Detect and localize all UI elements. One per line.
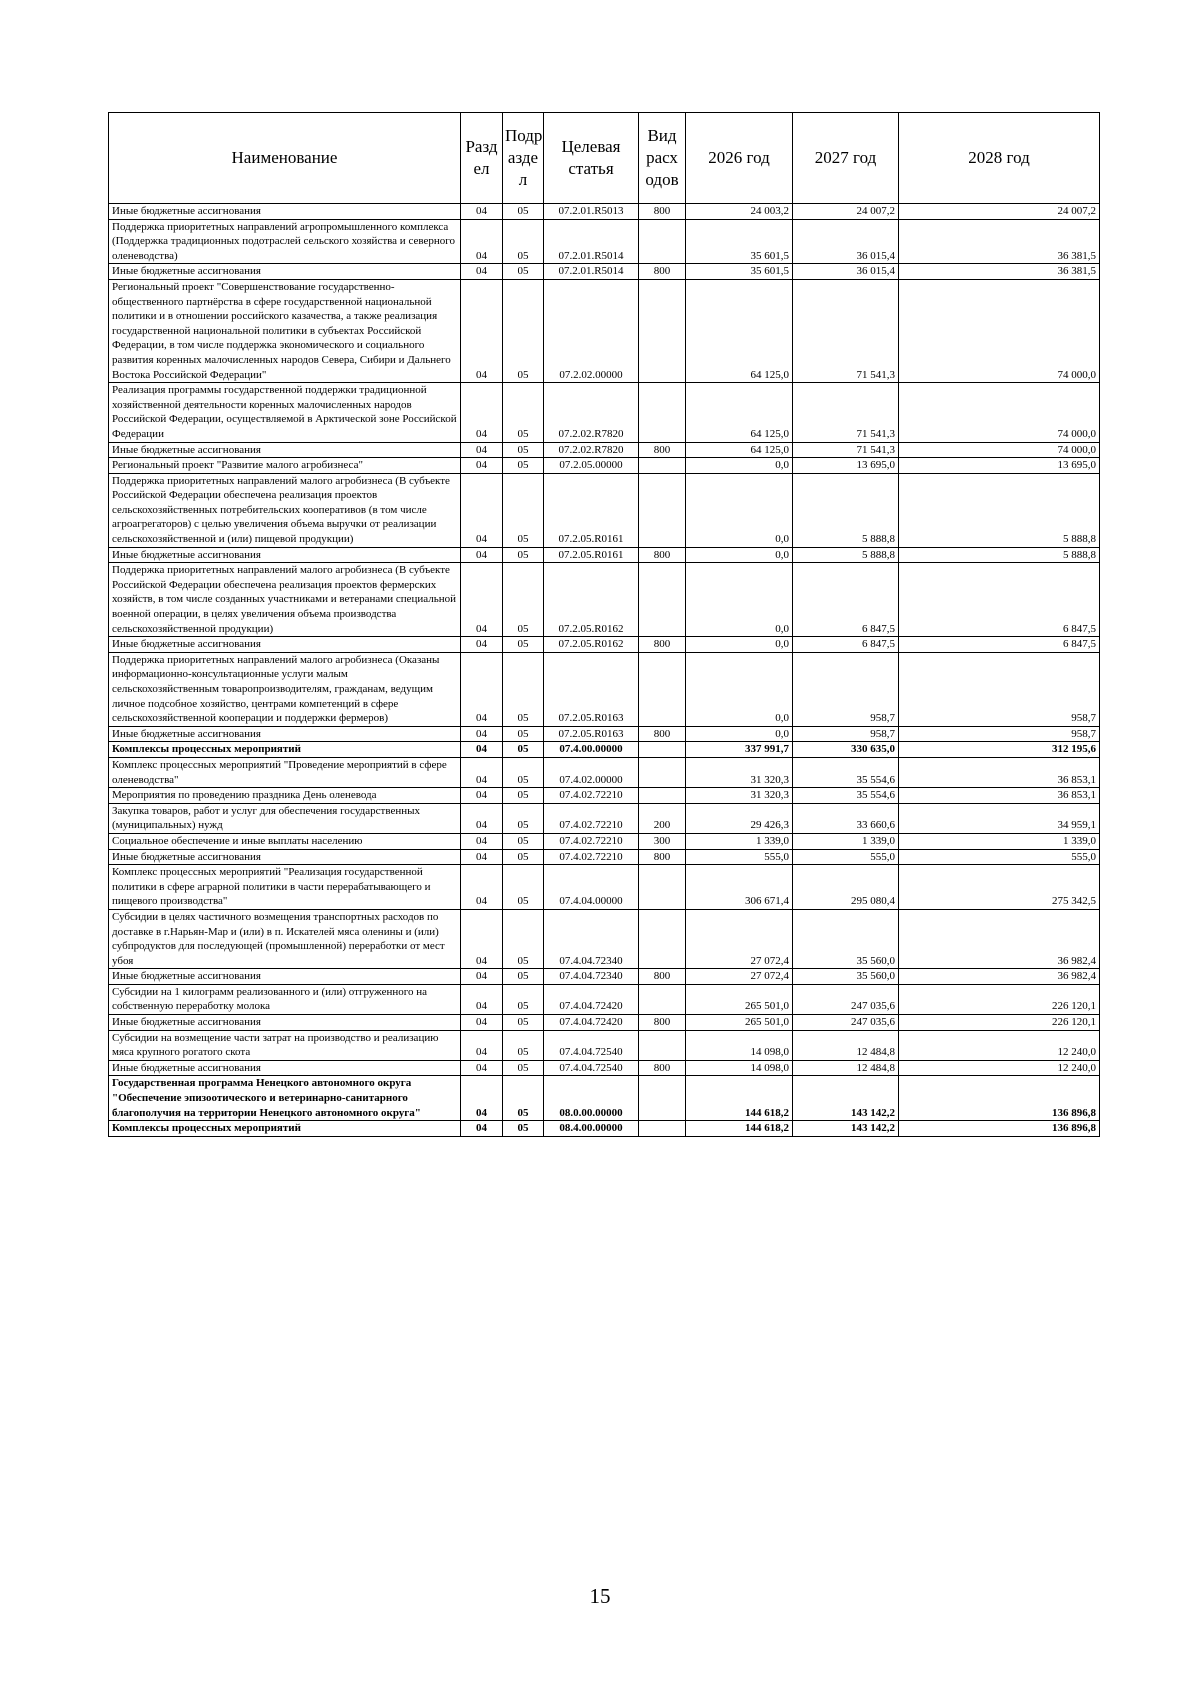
cell-vid [639,742,686,758]
cell-vid [639,909,686,968]
cell-razdel: 04 [461,442,503,458]
cell-name: Комплекс процессных мероприятий "Реализация государственной политики в сфере аграрной политики в части перерабатывающего и пищевого производства" [109,865,461,910]
cell-statya: 07.2.02.R7820 [544,383,639,442]
cell-2028: 6 847,5 [899,563,1100,637]
cell-podrazdel: 05 [503,1015,544,1031]
cell-vid: 800 [639,637,686,653]
cell-vid: 800 [639,849,686,865]
cell-2027: 143 142,2 [793,1076,899,1121]
cell-razdel: 04 [461,742,503,758]
cell-2027: 71 541,3 [793,383,899,442]
cell-2026: 0,0 [686,637,793,653]
cell-vid: 800 [639,204,686,220]
cell-statya: 07.2.05.R0161 [544,473,639,547]
table-header-row [109,113,1100,204]
cell-vid: 800 [639,1060,686,1076]
cell-statya: 07.4.04.72340 [544,969,639,985]
cell-name: Иные бюджетные ассигнования [109,726,461,742]
table-row [109,442,1100,458]
cell-podrazdel: 05 [503,849,544,865]
cell-vid [639,563,686,637]
cell-statya: 07.2.05.R0161 [544,547,639,563]
cell-2026: 0,0 [686,473,793,547]
cell-2027: 247 035,6 [793,1015,899,1031]
cell-vid: 300 [639,833,686,849]
cell-2027: 71 541,3 [793,279,899,382]
cell-razdel: 04 [461,637,503,653]
cell-2026: 0,0 [686,563,793,637]
cell-statya: 07.2.05.R0162 [544,637,639,653]
cell-2027: 33 660,6 [793,803,899,833]
cell-vid [639,865,686,910]
cell-vid [639,984,686,1014]
cell-podrazdel: 05 [503,833,544,849]
cell-statya: 07.4.04.72340 [544,909,639,968]
cell-2028: 36 982,4 [899,969,1100,985]
cell-2027: 247 035,6 [793,984,899,1014]
cell-statya: 07.4.04.72420 [544,984,639,1014]
cell-podrazdel: 05 [503,984,544,1014]
cell-statya: 07.4.04.00000 [544,865,639,910]
table-row [109,1076,1100,1121]
cell-name: Поддержка приоритетных направлений малого агробизнеса (В субъекте Российской Федерации обеспечена реализация проектов сельскохозяйственных потребительских кооперативов (в том числе агроагрегаторов) с целью увеличения объема выручки от реализации сельскохозяйственной и (или) пищевой продукции) [109,473,461,547]
header-statya: Целевая статья [544,113,639,204]
cell-razdel: 04 [461,458,503,474]
cell-2028: 13 695,0 [899,458,1100,474]
cell-podrazdel: 05 [503,757,544,787]
cell-2026: 144 618,2 [686,1076,793,1121]
cell-podrazdel: 05 [503,652,544,726]
cell-2026: 0,0 [686,726,793,742]
cell-name: Иные бюджетные ассигнования [109,204,461,220]
cell-vid [639,458,686,474]
header-name: Наименование [109,113,461,204]
table-row [109,849,1100,865]
cell-2026: 14 098,0 [686,1060,793,1076]
cell-2028: 34 959,1 [899,803,1100,833]
table-row [109,803,1100,833]
cell-2027: 555,0 [793,849,899,865]
cell-podrazdel: 05 [503,383,544,442]
cell-vid [639,219,686,264]
cell-2027: 5 888,8 [793,547,899,563]
cell-statya: 08.4.00.00000 [544,1121,639,1137]
cell-2028: 36 381,5 [899,264,1100,280]
cell-podrazdel: 05 [503,1030,544,1060]
cell-2027: 5 888,8 [793,473,899,547]
cell-2027: 12 484,8 [793,1030,899,1060]
header-podrazdel: Подр азде л [503,113,544,204]
cell-statya: 07.4.04.72420 [544,1015,639,1031]
cell-name: Субсидии на возмещение части затрат на производство и реализацию мяса крупного рогатого скота [109,1030,461,1060]
cell-2028: 1 339,0 [899,833,1100,849]
cell-statya: 07.4.02.72210 [544,833,639,849]
cell-2026: 64 125,0 [686,442,793,458]
table-row [109,652,1100,726]
table-row [109,547,1100,563]
cell-statya: 07.2.01.R5014 [544,219,639,264]
table-row [109,1015,1100,1031]
cell-statya: 07.2.05.R0163 [544,726,639,742]
cell-razdel: 04 [461,865,503,910]
cell-statya: 07.2.05.00000 [544,458,639,474]
cell-name: Иные бюджетные ассигнования [109,442,461,458]
cell-razdel: 04 [461,473,503,547]
cell-2028: 136 896,8 [899,1076,1100,1121]
cell-2026: 265 501,0 [686,984,793,1014]
table-row [109,204,1100,220]
cell-razdel: 04 [461,788,503,804]
cell-name: Региональный проект "Совершенствование государственно-общественного партнёрства в сфере государственной национальной политики и в отношении российского казачества, а также реализация государственной национальной политики в субъектах Российской Федерации, в том числе поддержка экономического и социального развития коренных малочисленных народов Севера, Сибири и Дальнего Востока Российской Федерации" [109,279,461,382]
cell-2026: 1 339,0 [686,833,793,849]
cell-2027: 6 847,5 [793,637,899,653]
cell-2028: 12 240,0 [899,1060,1100,1076]
table-row [109,1030,1100,1060]
cell-2027: 71 541,3 [793,442,899,458]
cell-podrazdel: 05 [503,865,544,910]
cell-2026: 0,0 [686,547,793,563]
cell-2028: 74 000,0 [899,442,1100,458]
cell-razdel: 04 [461,803,503,833]
header-razdel: Разд ел [461,113,503,204]
cell-vid: 800 [639,726,686,742]
cell-2027: 1 339,0 [793,833,899,849]
cell-2028: 5 888,8 [899,547,1100,563]
table-row [109,458,1100,474]
cell-name: Государственная программа Ненецкого автономного округа "Обеспечение эпизоотического и ветеринарно-санитарного благополучия на территории Ненецкого автономного округа" [109,1076,461,1121]
cell-2028: 226 120,1 [899,1015,1100,1031]
cell-vid: 800 [639,1015,686,1031]
cell-razdel: 04 [461,833,503,849]
cell-razdel: 04 [461,1030,503,1060]
budget-table [108,112,1100,1137]
cell-podrazdel: 05 [503,204,544,220]
cell-razdel: 04 [461,1076,503,1121]
cell-vid: 800 [639,969,686,985]
cell-razdel: 04 [461,1121,503,1137]
cell-name: Закупка товаров, работ и услуг для обеспечения государственных (муниципальных) нужд [109,803,461,833]
cell-2028: 74 000,0 [899,383,1100,442]
cell-name: Поддержка приоритетных направлений малого агробизнеса (Оказаны информационно-консультационные услуги малым сельскохозяйственным товаропроизводителям, гражданам, ведущим личное подсобное хозяйство, центрами компетенций в сфере сельскохозяйственной кооперации и поддержки фермеров) [109,652,461,726]
cell-2026: 29 426,3 [686,803,793,833]
cell-statya: 08.0.00.00000 [544,1076,639,1121]
table-row [109,909,1100,968]
header-2027: 2027 год [793,113,899,204]
cell-podrazdel: 05 [503,563,544,637]
cell-2027: 13 695,0 [793,458,899,474]
table-row [109,833,1100,849]
cell-razdel: 04 [461,1060,503,1076]
cell-2026: 27 072,4 [686,909,793,968]
cell-2026: 31 320,3 [686,757,793,787]
cell-2027: 295 080,4 [793,865,899,910]
cell-name: Иные бюджетные ассигнования [109,547,461,563]
table-row [109,473,1100,547]
cell-statya: 07.2.05.R0162 [544,563,639,637]
cell-statya: 07.2.05.R0163 [544,652,639,726]
cell-razdel: 04 [461,219,503,264]
cell-podrazdel: 05 [503,264,544,280]
cell-name: Реализация программы государственной поддержки традиционной хозяйственной деятельности коренных малочисленных народов Российской Федерации, осуществляемой в Арктической зоне Российской Федерации [109,383,461,442]
cell-name: Иные бюджетные ассигнования [109,849,461,865]
cell-2026: 0,0 [686,458,793,474]
cell-2028: 275 342,5 [899,865,1100,910]
cell-2026: 31 320,3 [686,788,793,804]
table-row [109,726,1100,742]
cell-podrazdel: 05 [503,803,544,833]
cell-2028: 74 000,0 [899,279,1100,382]
cell-podrazdel: 05 [503,1076,544,1121]
cell-2027: 35 554,6 [793,788,899,804]
cell-name: Субсидии на 1 килограмм реализованного и (или) отгруженного на собственную переработку молока [109,984,461,1014]
cell-vid: 200 [639,803,686,833]
cell-razdel: 04 [461,547,503,563]
cell-2026: 0,0 [686,652,793,726]
cell-vid [639,473,686,547]
cell-podrazdel: 05 [503,637,544,653]
cell-statya: 07.2.01.R5014 [544,264,639,280]
cell-statya: 07.2.02.00000 [544,279,639,382]
cell-name: Поддержка приоритетных направлений малого агробизнеса (В субъекте Российской Федерации обеспечена реализация проектов фермерских хозяйств, в том числе созданных участниками и ветеранами специальной военной операции, в целях увеличения объема производства сельскохозяйственной продукции) [109,563,461,637]
cell-razdel: 04 [461,1015,503,1031]
cell-2028: 36 982,4 [899,909,1100,968]
cell-2026: 265 501,0 [686,1015,793,1031]
cell-2028: 958,7 [899,726,1100,742]
table-row [109,757,1100,787]
table-row [109,383,1100,442]
cell-2026: 14 098,0 [686,1030,793,1060]
cell-podrazdel: 05 [503,442,544,458]
cell-podrazdel: 05 [503,279,544,382]
cell-2028: 312 195,6 [899,742,1100,758]
cell-2027: 12 484,8 [793,1060,899,1076]
table-body [109,204,1100,1137]
cell-2026: 35 601,5 [686,219,793,264]
cell-razdel: 04 [461,726,503,742]
cell-statya: 07.4.02.72210 [544,803,639,833]
cell-2027: 958,7 [793,726,899,742]
cell-2028: 36 381,5 [899,219,1100,264]
cell-vid [639,1076,686,1121]
cell-razdel: 04 [461,279,503,382]
cell-name: Комплексы процессных мероприятий [109,742,461,758]
cell-razdel: 04 [461,757,503,787]
cell-2028: 36 853,1 [899,757,1100,787]
cell-2026: 306 671,4 [686,865,793,910]
cell-2027: 6 847,5 [793,563,899,637]
cell-2027: 958,7 [793,652,899,726]
cell-razdel: 04 [461,984,503,1014]
cell-statya: 07.4.02.72210 [544,849,639,865]
cell-vid [639,383,686,442]
budget-table-container [108,112,1099,1137]
cell-2027: 36 015,4 [793,264,899,280]
cell-razdel: 04 [461,969,503,985]
cell-name: Иные бюджетные ассигнования [109,637,461,653]
table-row [109,865,1100,910]
cell-podrazdel: 05 [503,726,544,742]
cell-razdel: 04 [461,909,503,968]
cell-statya: 07.4.00.00000 [544,742,639,758]
table-row [109,1121,1100,1137]
cell-statya: 07.4.02.72210 [544,788,639,804]
table-row [109,563,1100,637]
cell-vid: 800 [639,547,686,563]
cell-2028: 958,7 [899,652,1100,726]
cell-name: Иные бюджетные ассигнования [109,969,461,985]
cell-razdel: 04 [461,383,503,442]
cell-vid [639,1121,686,1137]
cell-name: Иные бюджетные ассигнования [109,1060,461,1076]
cell-2027: 35 554,6 [793,757,899,787]
cell-2027: 24 007,2 [793,204,899,220]
table-row [109,742,1100,758]
cell-2028: 24 007,2 [899,204,1100,220]
cell-vid: 800 [639,264,686,280]
cell-2027: 143 142,2 [793,1121,899,1137]
page-number: 15 [589,1584,611,1608]
cell-2027: 35 560,0 [793,909,899,968]
cell-vid: 800 [639,442,686,458]
cell-name: Мероприятия по проведению праздника День оленевода [109,788,461,804]
table-row [109,788,1100,804]
cell-podrazdel: 05 [503,969,544,985]
cell-vid [639,279,686,382]
cell-podrazdel: 05 [503,473,544,547]
cell-2028: 136 896,8 [899,1121,1100,1137]
cell-name: Комплексы процессных мероприятий [109,1121,461,1137]
cell-statya: 07.4.02.00000 [544,757,639,787]
table-row [109,264,1100,280]
cell-podrazdel: 05 [503,458,544,474]
cell-razdel: 04 [461,563,503,637]
cell-vid [639,757,686,787]
cell-statya: 07.2.01.R5013 [544,204,639,220]
cell-2026: 27 072,4 [686,969,793,985]
cell-2028: 5 888,8 [899,473,1100,547]
cell-podrazdel: 05 [503,788,544,804]
cell-2026: 337 991,7 [686,742,793,758]
table-row [109,1060,1100,1076]
cell-2027: 36 015,4 [793,219,899,264]
cell-2026: 35 601,5 [686,264,793,280]
cell-name: Поддержка приоритетных направлений агропромышленного комплекса (Поддержка традиционных подотраслей сельского хозяйства и северного оленеводства) [109,219,461,264]
cell-podrazdel: 05 [503,219,544,264]
table-row [109,984,1100,1014]
cell-podrazdel: 05 [503,1121,544,1137]
cell-podrazdel: 05 [503,742,544,758]
cell-2026: 24 003,2 [686,204,793,220]
cell-2028: 6 847,5 [899,637,1100,653]
table-row [109,279,1100,382]
cell-name: Региональный проект "Развитие малого агробизнеса" [109,458,461,474]
cell-2026: 64 125,0 [686,279,793,382]
cell-2026: 144 618,2 [686,1121,793,1137]
cell-razdel: 04 [461,849,503,865]
cell-name: Субсидии в целях частичного возмещения транспортных расходов по доставке в г.Нарьян-Мар и (или) в п. Искателей мяса оленины и (или) субпродуктов для последующей (промышленной) переработки от мест убоя [109,909,461,968]
table-row [109,969,1100,985]
cell-2028: 12 240,0 [899,1030,1100,1060]
cell-2027: 330 635,0 [793,742,899,758]
table-row [109,637,1100,653]
cell-name: Комплекс процессных мероприятий "Проведение мероприятий в сфере оленеводства" [109,757,461,787]
header-vid: Вид расх одов [639,113,686,204]
cell-statya: 07.2.02.R7820 [544,442,639,458]
cell-2026: 64 125,0 [686,383,793,442]
cell-2026: 555,0 [686,849,793,865]
cell-razdel: 04 [461,204,503,220]
cell-vid [639,652,686,726]
header-2026: 2026 год [686,113,793,204]
table-row [109,219,1100,264]
cell-razdel: 04 [461,264,503,280]
cell-name: Социальное обеспечение и иные выплаты населению [109,833,461,849]
cell-vid [639,788,686,804]
cell-2027: 35 560,0 [793,969,899,985]
cell-2028: 36 853,1 [899,788,1100,804]
cell-name: Иные бюджетные ассигнования [109,1015,461,1031]
cell-2028: 555,0 [899,849,1100,865]
header-2028: 2028 год [899,113,1100,204]
cell-name: Иные бюджетные ассигнования [109,264,461,280]
cell-statya: 07.4.04.72540 [544,1060,639,1076]
cell-podrazdel: 05 [503,1060,544,1076]
cell-razdel: 04 [461,652,503,726]
cell-2028: 226 120,1 [899,984,1100,1014]
cell-vid [639,1030,686,1060]
cell-statya: 07.4.04.72540 [544,1030,639,1060]
cell-podrazdel: 05 [503,547,544,563]
cell-podrazdel: 05 [503,909,544,968]
